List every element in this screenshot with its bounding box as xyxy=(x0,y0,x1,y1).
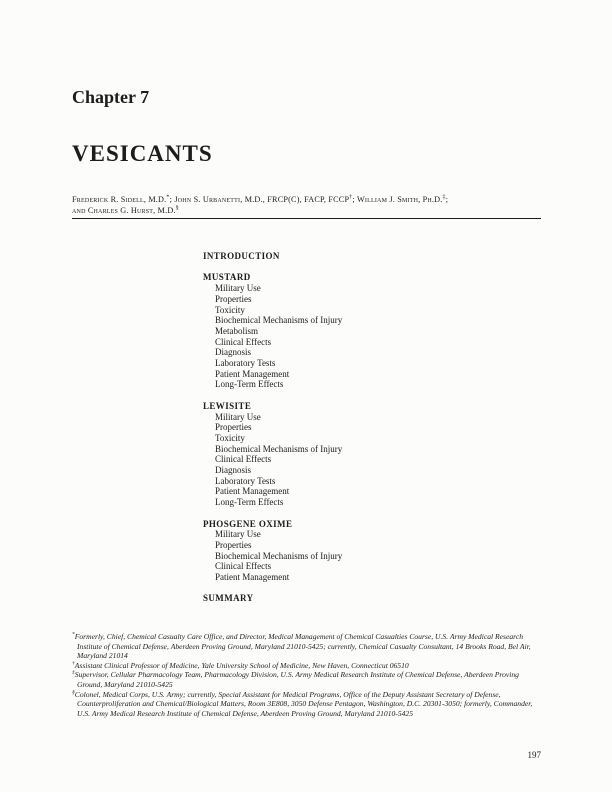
toc-item: Long-Term Effects xyxy=(215,379,284,390)
footnote-marker: ‡ xyxy=(72,669,75,676)
author-footnote-marker: † xyxy=(349,194,353,201)
footnote xyxy=(72,670,541,689)
author-name: and Charles G. Hurst, M.D. xyxy=(72,205,176,215)
toc-item: Properties xyxy=(215,539,252,550)
divider-rule xyxy=(72,218,541,219)
chapter-title: VESICANTS xyxy=(72,141,213,166)
toc-item: Military Use xyxy=(215,529,261,540)
author-footnote-marker: * xyxy=(166,194,170,201)
footnote-text: Assistant Clinical Professor of Medicine, Yale University School of Medicine, New Haven, Connecticut 06510 xyxy=(74,660,409,670)
toc-introduction-heading: INTRODUCTION xyxy=(203,251,280,261)
toc-item: Clinical Effects xyxy=(215,336,272,347)
author-footnote-marker: ‡ xyxy=(442,194,446,201)
toc-item: Diagnosis xyxy=(215,347,251,358)
toc-item: Diagnosis xyxy=(215,465,251,476)
toc-item: Biochemical Mechanisms of Injury xyxy=(215,443,343,454)
toc-item: Clinical Effects xyxy=(215,561,272,572)
footnote-marker: § xyxy=(72,689,75,696)
toc-item: Patient Management xyxy=(215,572,290,583)
footnote xyxy=(72,661,541,671)
footnote-text: Formerly, Chief, Chemical Casualty Care Office, and Director, Medical Management of Chemical Casualties Course, U.S. Army Medical Research Institute of Chemical Defense, Aberdeen Proving Ground, Maryland 21010-5425; currently, Chemical Casualty Consultant, 14 Brooks Road, Bel Air, Maryland 21014 xyxy=(74,632,531,661)
toc-section xyxy=(203,272,541,390)
toc-item: Laboratory Tests xyxy=(215,475,276,486)
footnote xyxy=(72,690,541,719)
toc-item: Patient Management xyxy=(215,486,290,497)
toc-item: Long-Term Effects xyxy=(215,497,284,508)
toc-item: Military Use xyxy=(215,283,261,294)
toc-item: Clinical Effects xyxy=(215,454,272,465)
footnote-text: Supervisor, Cellular Pharmacology Team, Pharmacology Division, U.S. Army Medical Research Institute of Chemical Defense, Aberdeen Proving Ground, Maryland 21010-5425 xyxy=(74,670,519,689)
toc-item: Patient Management xyxy=(215,368,290,379)
toc-section-heading: LEWISITE xyxy=(203,400,252,411)
toc-item: Properties xyxy=(215,293,252,304)
toc-item: Biochemical Mechanisms of Injury xyxy=(215,550,343,561)
footnote-text: Colonel, Medical Corps, U.S. Army; currently, Special Assistant for Medical Programs, Office of the Deputy Assistant Secretary of Defense, Counterproliferation and Chemical/Biological Matters, Room 3E808, 3050 Defense Pentagon, Washington, D.C. 20301-3050; formerly, Commander, U.S. Army Medical Research Institute of Chemical Defense, Aberdeen Proving Ground, Maryland 21010-5425 xyxy=(74,689,533,718)
toc-item: Properties xyxy=(215,422,252,433)
authors-line: Frederick R. Sidell, M.D.*; John S. Urbanetti, M.D., FRCP(C), FACP, FCCP†; William J. Smith, Ph.D.‡; and Charles G. Hurst, M.D.§ xyxy=(72,194,449,215)
toc-item: Military Use xyxy=(215,411,261,422)
footnote-marker: † xyxy=(72,660,75,667)
author-name: John S. Urbanetti, M.D., FRCP(C), FACP, FCCP xyxy=(174,195,350,204)
author-name: William J. Smith, Ph.D. xyxy=(357,195,443,204)
author-footnote-marker: § xyxy=(175,204,179,211)
chapter-label: Chapter 7 xyxy=(72,87,150,107)
toc-summary-heading: SUMMARY xyxy=(203,593,254,604)
toc-section xyxy=(203,519,541,583)
author-name: Frederick R. Sidell, M.D. xyxy=(72,195,167,204)
toc-sections xyxy=(203,272,541,582)
footnote xyxy=(72,632,541,661)
author-affiliation-footnotes xyxy=(72,632,541,718)
table-of-contents xyxy=(203,251,541,604)
toc-item: Biochemical Mechanisms of Injury xyxy=(215,315,343,326)
toc-item: Metabolism xyxy=(215,325,258,336)
page-number: 197 xyxy=(527,750,541,760)
toc-section-heading: MUSTARD xyxy=(203,272,251,283)
toc-item: Laboratory Tests xyxy=(215,358,276,369)
toc-section xyxy=(203,401,541,508)
toc-item: Toxicity xyxy=(215,304,245,315)
toc-item: Toxicity xyxy=(215,432,245,443)
footnote-marker: * xyxy=(72,631,75,638)
toc-section-heading: PHOSGENE OXIME xyxy=(203,518,293,529)
